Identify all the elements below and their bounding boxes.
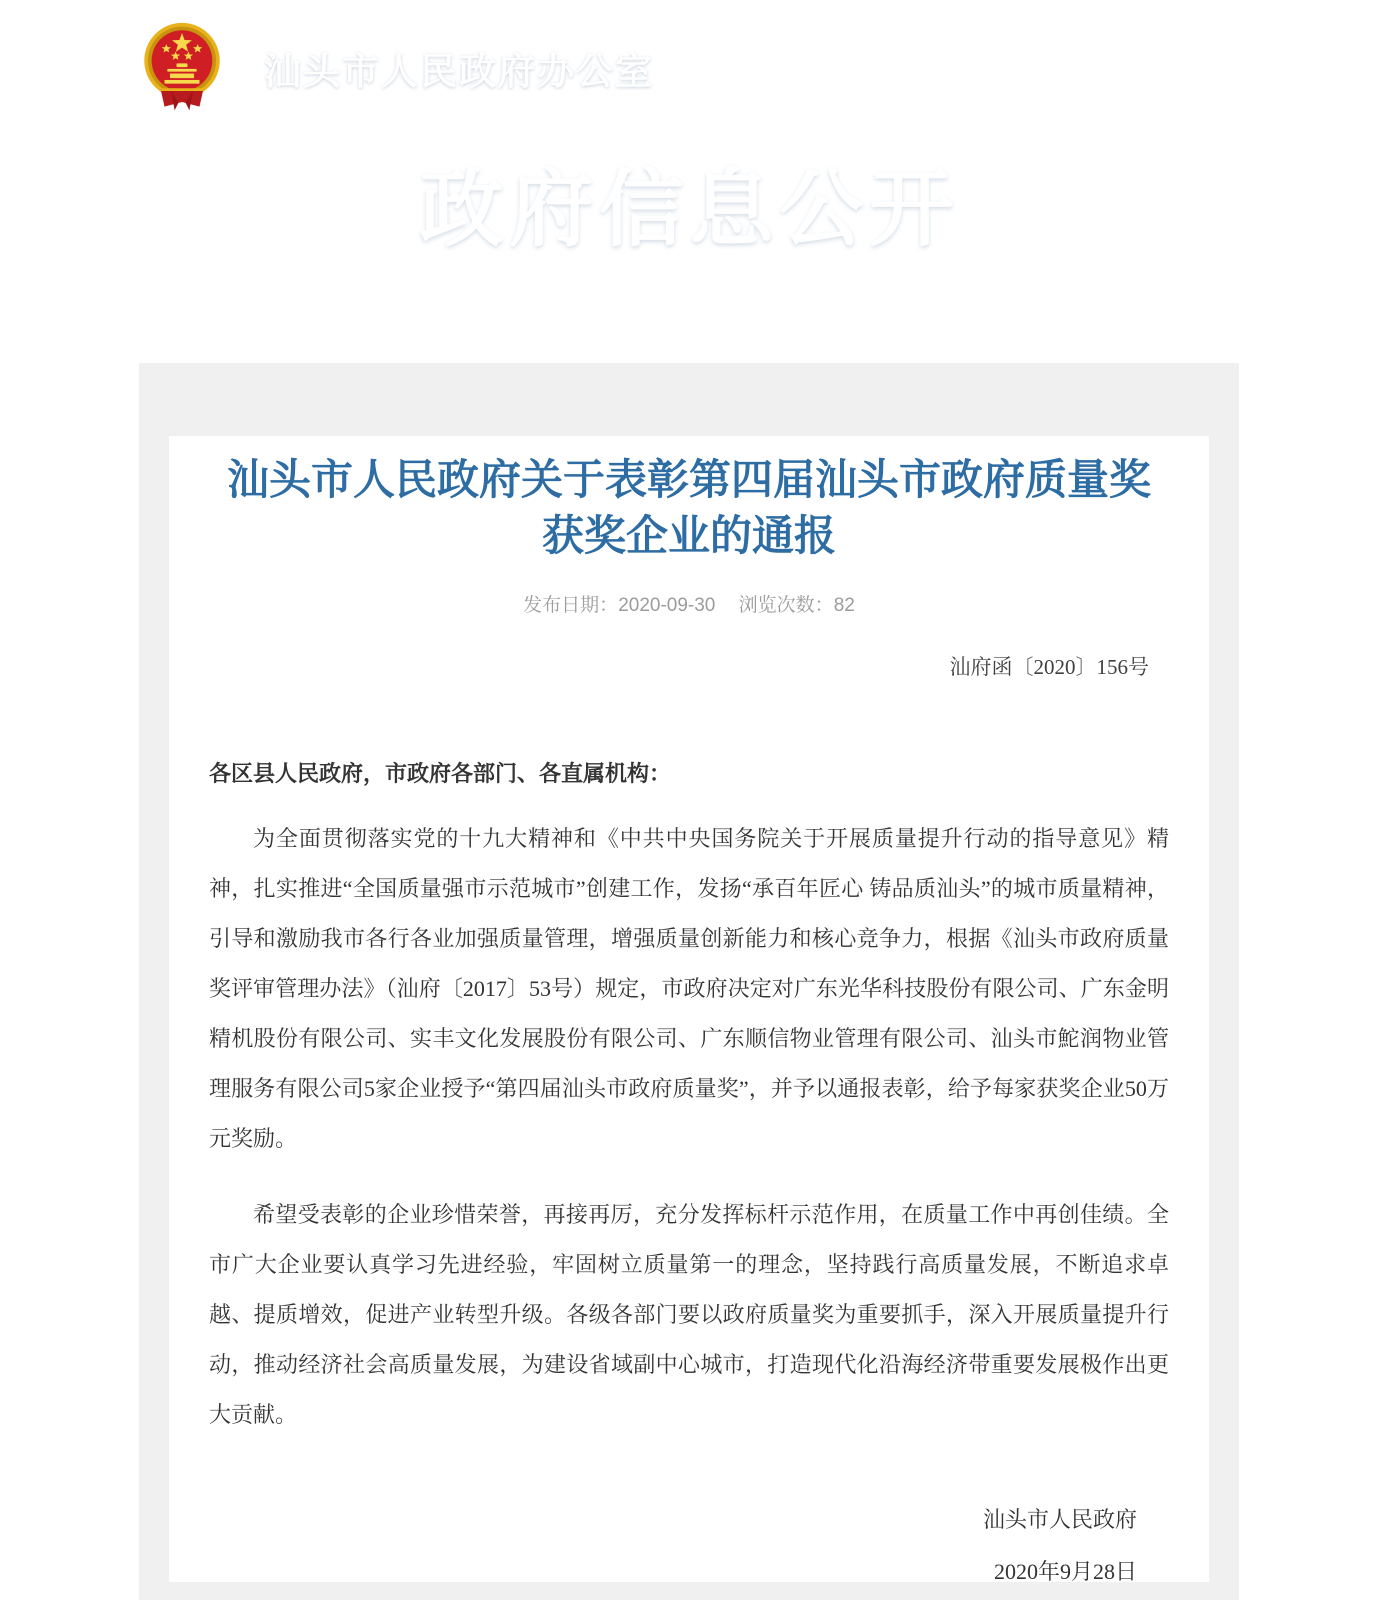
article-title: 汕头市人民政府关于表彰第四届汕头市政府质量奖获奖企业的通报 [226,456,1151,559]
paragraph: 为全面贯彻落实党的十九大精神和《中共中央国务院关于开展质量提升行动的指导意见》精神，扎实推进“全国质量强市示范城市”创建工作，发扬“承百年匠心 铸品质汕头”的城市质量精神，引导和激励我市各行各业加强质量管理，增强质量创新能力和核心竞争力，根据《汕头市政府质量奖评审管理办法》（汕府〔2017〕53号）规定，市政府决定对广东光华科技股份有限公司、广东金明精机股份有限公司、实丰文化发展股份有限公司、广东顺信物业管理有限公司、汕头市鮀润物业管理服务有限公司5家企业授予“第四届汕头市政府质量奖”，并予以通报表彰，给予每家获奖企业50万元奖励。 [209,826,1169,1151]
document-number: 汕府函〔2020〕156号 [949,655,1149,679]
article-body [209,814,1169,1440]
view-count [739,590,855,617]
view-count-value: 82 [833,595,855,616]
site-name[interactable]: 汕头市人民政府办公室 [264,51,654,92]
view-count-label: 浏览次数： [738,595,834,616]
title-underline [588,287,1050,289]
publish-date [523,590,715,617]
content-panel [139,363,1239,1600]
site-header [136,20,654,116]
article-meta [209,590,1169,617]
national-emblem-icon [136,20,228,116]
signature-block [209,1494,1169,1598]
paragraph: 希望受表彰的企业珍惜荣誉，再接再厉，充分发挥标杆示范作用，在质量工作中再创佳绩。全市广大企业要认真学习先进经验，牢固树立质量第一的理念，坚持践行高质量发展，不断追求卓越、提质增效，促进产业转型升级。各级各部门要以政府质量奖为重要抓手，深入开展质量提升行动，推动经济社会高质量发展，为建设省域副中心城市，打造现代化沿海经济带重要发展极作出更大贡献。 [209,1202,1169,1427]
salutation: 各区县人民政府，市政府各部门、各直属机构： [209,761,672,786]
article-card [169,436,1209,1582]
page-title: 政府信息公开 [419,162,960,256]
publish-date-value: 2020-09-30 [618,595,716,616]
signature-date: 2020年9月28日 [993,1559,1137,1584]
signature-author: 汕头市人民政府 [982,1507,1137,1532]
page-header-banner [0,0,1379,363]
publish-date-label: 发布日期： [523,595,619,616]
